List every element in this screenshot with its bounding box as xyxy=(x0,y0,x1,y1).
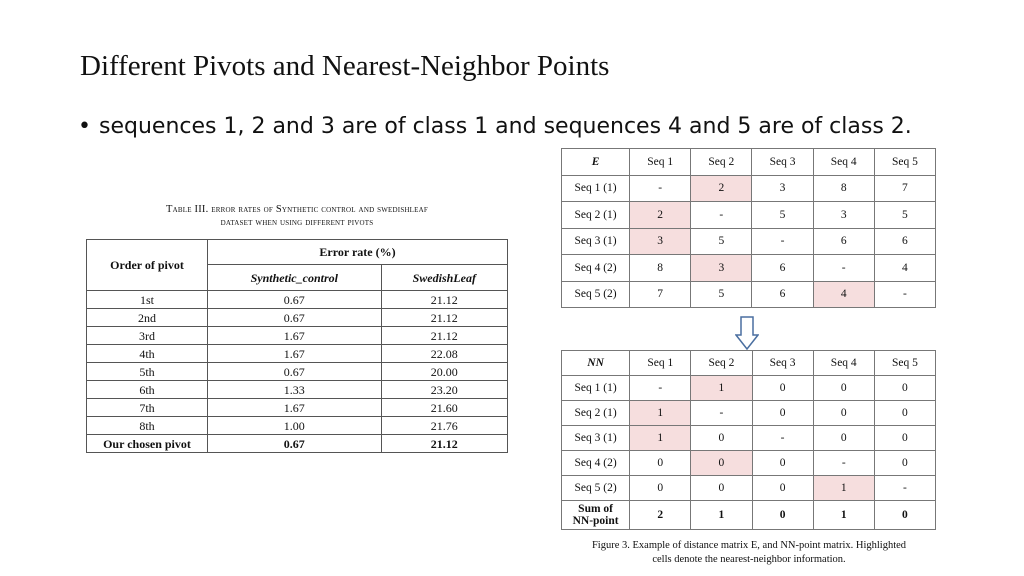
matrix-nn-row-label: Seq 1 (1) xyxy=(562,376,630,401)
matrix-e-cell: - xyxy=(874,281,935,308)
matrix-e-cell: 4 xyxy=(874,255,935,282)
synthetic-cell: 1.67 xyxy=(208,327,382,345)
swedish-cell: 21.76 xyxy=(381,417,507,435)
header-synthetic-control: Synthetic_control xyxy=(208,265,382,291)
matrix-nn-cell: - xyxy=(752,426,813,451)
swedish-cell: 21.12 xyxy=(381,309,507,327)
swedish-cell: 21.60 xyxy=(381,399,507,417)
matrix-e-col-header: Seq 4 xyxy=(813,149,874,176)
matrix-e-col-header: Seq 5 xyxy=(874,149,935,176)
synthetic-cell: 0.67 xyxy=(208,309,382,327)
matrix-nn-row xyxy=(562,401,936,426)
table-row xyxy=(87,291,508,309)
swedish-cell: 21.12 xyxy=(381,291,507,309)
matrix-nn-col-header: Seq 5 xyxy=(874,351,935,376)
matrix-nn-cell-highlighted: 1 xyxy=(813,476,874,501)
matrix-nn-col-header: Seq 3 xyxy=(752,351,813,376)
table3-caption xyxy=(85,203,509,229)
matrix-e-row-label: Seq 3 (1) xyxy=(562,228,630,255)
matrix-nn-cell-highlighted: 1 xyxy=(630,401,691,426)
matrix-nn-row-label: Seq 2 (1) xyxy=(562,401,630,426)
order-cell: 8th xyxy=(87,417,208,435)
error-rate-table-body xyxy=(87,291,508,453)
swedish-cell: 23.20 xyxy=(381,381,507,399)
sum-label-line2: NN-point xyxy=(572,515,619,527)
synthetic-cell: 1.67 xyxy=(208,345,382,363)
sum-label-line1: Sum of xyxy=(578,503,613,515)
order-cell: 2nd xyxy=(87,309,208,327)
synthetic-cell: 1.67 xyxy=(208,399,382,417)
header-order-of-pivot: Order of pivot xyxy=(87,240,208,291)
matrix-nn-sum-row xyxy=(562,501,936,530)
order-cell: Our chosen pivot xyxy=(87,435,208,453)
matrix-nn-cell: 0 xyxy=(874,376,935,401)
matrix-e-cell: 6 xyxy=(752,281,813,308)
matrix-e-cell: 5 xyxy=(691,281,752,308)
table-row xyxy=(87,345,508,363)
matrix-e-cell: 7 xyxy=(630,281,691,308)
matrix-nn-cell: 0 xyxy=(874,401,935,426)
matrix-e-row xyxy=(562,175,936,202)
bullet-point xyxy=(78,110,958,143)
matrix-nn-cell: - xyxy=(874,476,935,501)
matrix-nn-row-label: Seq 5 (2) xyxy=(562,476,630,501)
matrix-e-cell-highlighted: 2 xyxy=(691,175,752,202)
matrix-e-cell-highlighted: 3 xyxy=(691,255,752,282)
matrix-e-cell: 3 xyxy=(752,175,813,202)
matrix-nn-cell-highlighted: 0 xyxy=(691,451,752,476)
matrix-nn-sum-cell: 1 xyxy=(813,501,874,530)
matrix-nn-cell: 0 xyxy=(813,401,874,426)
matrix-nn-sum-cell: 0 xyxy=(874,501,935,530)
matrix-e-row-label: Seq 4 (2) xyxy=(562,255,630,282)
matrix-nn-corner: NN xyxy=(562,351,630,376)
matrix-e-cell: - xyxy=(752,228,813,255)
arrow-down-icon xyxy=(735,316,759,350)
matrix-nn-cell: 0 xyxy=(813,376,874,401)
table-row xyxy=(87,417,508,435)
matrix-e-cell: 5 xyxy=(691,228,752,255)
matrix-nn-cell: 0 xyxy=(752,451,813,476)
matrix-e-cell: 8 xyxy=(630,255,691,282)
matrix-e-col-header: Seq 3 xyxy=(752,149,813,176)
distance-matrix-e xyxy=(561,148,936,308)
matrix-nn-cell: 0 xyxy=(874,451,935,476)
figure-caption-line2: cells denote the nearest-neighbor information. xyxy=(652,554,846,565)
order-cell: 1st xyxy=(87,291,208,309)
matrix-e-col-header: Seq 2 xyxy=(691,149,752,176)
table3-caption-line1: Table III. error rates of Synthetic control and swedishleaf xyxy=(166,204,428,215)
matrix-e-cell: - xyxy=(813,255,874,282)
matrix-nn-sum-cell: 0 xyxy=(752,501,813,530)
table-row xyxy=(87,399,508,417)
figure-caption xyxy=(560,539,938,567)
matrix-nn-cell: 0 xyxy=(691,476,752,501)
matrix-e-col-header: Seq 1 xyxy=(630,149,691,176)
matrix-nn-cell: - xyxy=(813,451,874,476)
matrix-nn-sum-cell: 1 xyxy=(691,501,752,530)
matrix-nn-col-header: Seq 1 xyxy=(630,351,691,376)
matrix-e-cell: 5 xyxy=(874,202,935,229)
matrix-nn-cell: 0 xyxy=(752,401,813,426)
matrix-nn-row-label: Seq 4 (2) xyxy=(562,451,630,476)
matrix-e-row xyxy=(562,255,936,282)
synthetic-cell: 0.67 xyxy=(208,363,382,381)
matrix-nn-cell-highlighted: 1 xyxy=(630,426,691,451)
matrix-nn-col-header: Seq 4 xyxy=(813,351,874,376)
order-cell: 4th xyxy=(87,345,208,363)
synthetic-cell: 0.67 xyxy=(208,435,382,453)
swedish-cell: 21.12 xyxy=(381,327,507,345)
header-swedishleaf: SwedishLeaf xyxy=(381,265,507,291)
matrix-nn-cell-highlighted: 1 xyxy=(691,376,752,401)
matrix-e-cell: 6 xyxy=(752,255,813,282)
matrix-e-cell-highlighted: 3 xyxy=(630,228,691,255)
swedish-cell: 21.12 xyxy=(381,435,507,453)
matrix-nn-cell: 0 xyxy=(752,476,813,501)
matrix-nn-cell: - xyxy=(630,376,691,401)
matrix-e-row xyxy=(562,202,936,229)
swedish-cell: 20.00 xyxy=(381,363,507,381)
matrix-e-cell: 8 xyxy=(813,175,874,202)
matrix-nn-cell: 0 xyxy=(630,451,691,476)
order-cell: 3rd xyxy=(87,327,208,345)
slide-title: Different Pivots and Nearest-Neighbor Points xyxy=(80,50,610,82)
table-row-chosen-pivot xyxy=(87,435,508,453)
matrix-e-cell-highlighted: 2 xyxy=(630,202,691,229)
header-error-rate: Error rate (%) xyxy=(208,240,508,265)
matrix-e-cell: 7 xyxy=(874,175,935,202)
matrix-nn-cell: 0 xyxy=(691,426,752,451)
table-row xyxy=(87,327,508,345)
bullet-text: sequences 1, 2 and 3 are of class 1 and sequences 4 and 5 are of class 2. xyxy=(99,114,912,139)
table-row xyxy=(87,363,508,381)
nn-point-matrix xyxy=(561,350,936,530)
matrix-nn-row xyxy=(562,451,936,476)
matrix-nn-row-label: Seq 3 (1) xyxy=(562,426,630,451)
matrix-nn-cell: 0 xyxy=(813,426,874,451)
matrix-nn-cell: 0 xyxy=(752,376,813,401)
table-row xyxy=(87,309,508,327)
matrix-nn-cell: 0 xyxy=(874,426,935,451)
matrix-e-row xyxy=(562,228,936,255)
table-row xyxy=(87,381,508,399)
matrix-e-cell: - xyxy=(630,175,691,202)
swedish-cell: 22.08 xyxy=(381,345,507,363)
matrix-e-row-label: Seq 5 (2) xyxy=(562,281,630,308)
matrix-e-cell: 6 xyxy=(813,228,874,255)
table3-caption-line2: dataset when using different pivots xyxy=(220,217,374,228)
matrix-nn-row xyxy=(562,426,936,451)
matrix-e-cell: 5 xyxy=(752,202,813,229)
synthetic-cell: 1.33 xyxy=(208,381,382,399)
synthetic-cell: 1.00 xyxy=(208,417,382,435)
bullet-dot: • xyxy=(78,114,91,139)
matrix-e-row xyxy=(562,281,936,308)
synthetic-cell: 0.67 xyxy=(208,291,382,309)
figure-caption-line1: Figure 3. Example of distance matrix E, and NN-point matrix. Highlighted xyxy=(591,540,907,551)
order-cell: 7th xyxy=(87,399,208,417)
order-cell: 5th xyxy=(87,363,208,381)
matrix-e-row-label: Seq 1 (1) xyxy=(562,175,630,202)
matrix-e-cell: - xyxy=(691,202,752,229)
matrix-nn-cell: 0 xyxy=(630,476,691,501)
matrix-e-cell: 6 xyxy=(874,228,935,255)
order-cell: 6th xyxy=(87,381,208,399)
matrix-e-corner: E xyxy=(562,149,630,176)
matrix-nn-cell: - xyxy=(691,401,752,426)
matrix-e-cell: 3 xyxy=(813,202,874,229)
error-rate-table xyxy=(86,239,508,453)
matrix-e-cell-highlighted: 4 xyxy=(813,281,874,308)
matrix-e-row-label: Seq 2 (1) xyxy=(562,202,630,229)
matrix-nn-sum-label xyxy=(562,501,630,530)
matrix-nn-row xyxy=(562,376,936,401)
matrix-nn-row xyxy=(562,476,936,501)
matrix-nn-col-header: Seq 2 xyxy=(691,351,752,376)
matrix-nn-sum-cell: 2 xyxy=(630,501,691,530)
